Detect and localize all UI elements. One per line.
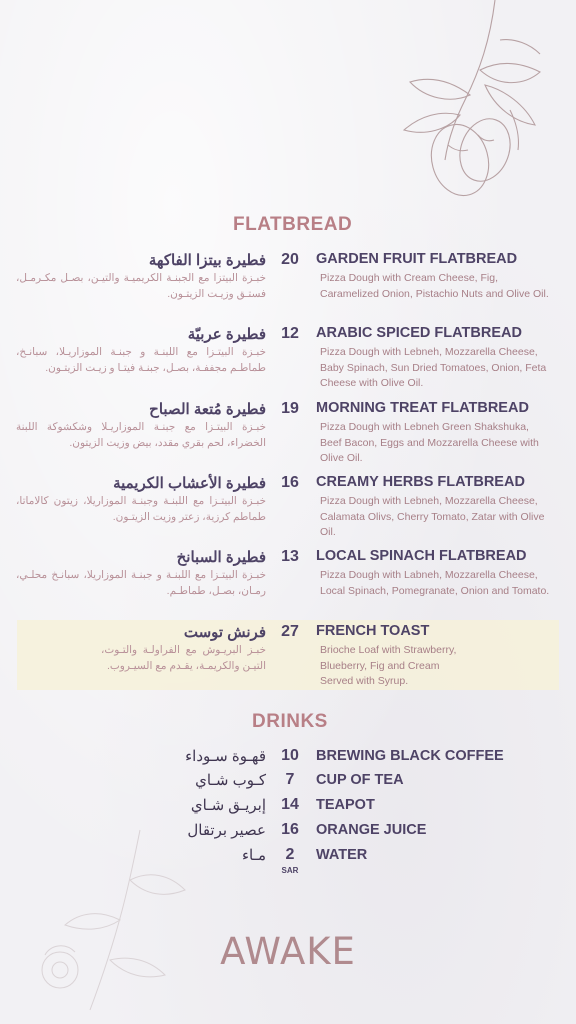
item-description-ar: خبـزة البيتـزا مع اللبنـة و جبنـة الموزاريلا، سبانـخ محلـي، رمـان، بصـل، طماطـم.	[16, 569, 266, 597]
item-name-ar: فطيرة الأعشاب الكريمية	[113, 475, 266, 492]
drink-item-teapot[interactable]	[0, 796, 576, 818]
drink-name-en: CUP OF TEA	[316, 772, 404, 788]
item-price: 20	[281, 251, 299, 268]
item-name-en: LOCAL SPINACH FLATBREAD	[316, 548, 527, 564]
item-price: 27	[281, 623, 299, 640]
drink-name-ar: قهـوة سـوداء	[185, 748, 266, 765]
drink-name-ar: مـاء	[241, 847, 266, 864]
drink-name-ar: عصير برتقال	[187, 822, 266, 839]
drink-name-en: BREWING BLACK COFFEE	[316, 748, 504, 764]
item-description-ar: خبـزة البيتـزا مع جبنـة الموزاريـلا وشكشوكة اللبنة الخضراء، لحم بقري مقدد، بيض وزيت الزيتون.	[16, 421, 266, 449]
item-price: 19	[281, 400, 299, 417]
drink-price: 7	[285, 771, 295, 788]
brand-logo: AWAKE	[220, 930, 356, 973]
drink-price: 10	[281, 747, 299, 764]
item-name-en: FRENCH TOAST	[316, 623, 430, 639]
item-name-en: ARABIC SPICED FLATBREAD	[316, 325, 522, 341]
item-name-ar: فطيرة عربيّة	[187, 326, 266, 343]
item-description-en: Pizza Dough with Lebneh, Mozzarella Cheese, Baby Spinach, Sun Dried Tomatoes, Onion, Feta Cheese with Olive Oil.	[320, 346, 547, 389]
drink-item-cup-of-tea[interactable]	[0, 771, 576, 793]
item-name-ar: فطيرة مُتعة الصباح	[149, 401, 266, 418]
drinks-section-title: DRINKS	[252, 711, 328, 732]
lemon-branch-illustration	[390, 0, 576, 210]
flatbread-section-title: FLATBREAD	[233, 214, 353, 235]
drink-name-ar: إبريـق شـاي	[190, 797, 266, 814]
item-name-ar: فطيرة بيتزا الفاكهة	[148, 252, 266, 269]
drink-item-black-coffee[interactable]	[0, 747, 576, 769]
drink-name-en: TEAPOT	[316, 797, 375, 813]
item-price: 13	[281, 548, 299, 565]
item-name-en: GARDEN FRUIT FLATBREAD	[316, 251, 518, 267]
drink-price: 2	[285, 846, 295, 863]
item-description-en: Pizza Dough with Cream Cheese, Fig, Caramelized Onion, Pistachio Nuts and Olive Oil.	[320, 272, 549, 300]
item-description-ar: خبـزة البيتـزا مع اللبنـة و جبنـة الموزاريـلا، سبانـخ، طماطـم مجففـة، بصـل، جبنـة فيتـا و زيـت الزيتـون.	[16, 346, 266, 374]
item-name-en: MORNING TREAT FLATBREAD	[316, 400, 529, 416]
item-name-en: CREAMY HERBS FLATBREAD	[316, 474, 525, 490]
item-description-ar: خبـزة البيتزا مع الجبنـة الكريميـة والتيـن، بصـل مكـرمـل، فستـق وزيـت الزيتـون.	[16, 272, 266, 300]
item-description-en: Pizza Dough with Labneh, Mozzarella Cheese, Local Spinach, Pomegranate, Onion and Tomato.	[320, 569, 550, 597]
item-price: 16	[281, 474, 299, 491]
drink-name-ar: كـوب شـاي	[195, 772, 266, 789]
drink-item-orange-juice[interactable]	[0, 821, 576, 843]
item-description-en: Pizza Dough with Lebneh, Mozzarella Cheese, Calamata Olivs, Cherry Tomato, Zatar with Olive Oil.	[320, 495, 545, 538]
drink-price: 14	[281, 796, 299, 813]
drink-price: 16	[281, 821, 299, 838]
item-description-ar: خبـز البريـوش مع الفراولـة والتـوت، التيـن والكريمـة، يقـدم مع السيـروب.	[101, 644, 266, 672]
drink-item-water[interactable]	[0, 846, 576, 868]
item-name-ar: فطيرة السبانخ	[176, 549, 266, 566]
item-description-en: Brioche Loaf with Strawberry, Blueberry, Fig and Cream Served with Syrup.	[320, 644, 457, 687]
item-price: 12	[281, 325, 299, 342]
currency-label: SAR	[281, 866, 299, 875]
drink-name-en: WATER	[316, 847, 368, 863]
item-name-ar: فرنش توست	[183, 624, 266, 641]
item-description-ar: خبـزة البيتـزا مع اللبنـة وجبنـة الموزاريلا، زيتون كالاماتا، طماطم كرزية، زعتر وزيت الزيتـون.	[16, 495, 266, 523]
item-description-en: Pizza Dough with Lebneh Green Shakshuka, Beef Bacon, Eggs and Mozzarella Cheese with Olive Oil.	[320, 421, 539, 464]
drink-name-en: ORANGE JUICE	[316, 822, 427, 838]
